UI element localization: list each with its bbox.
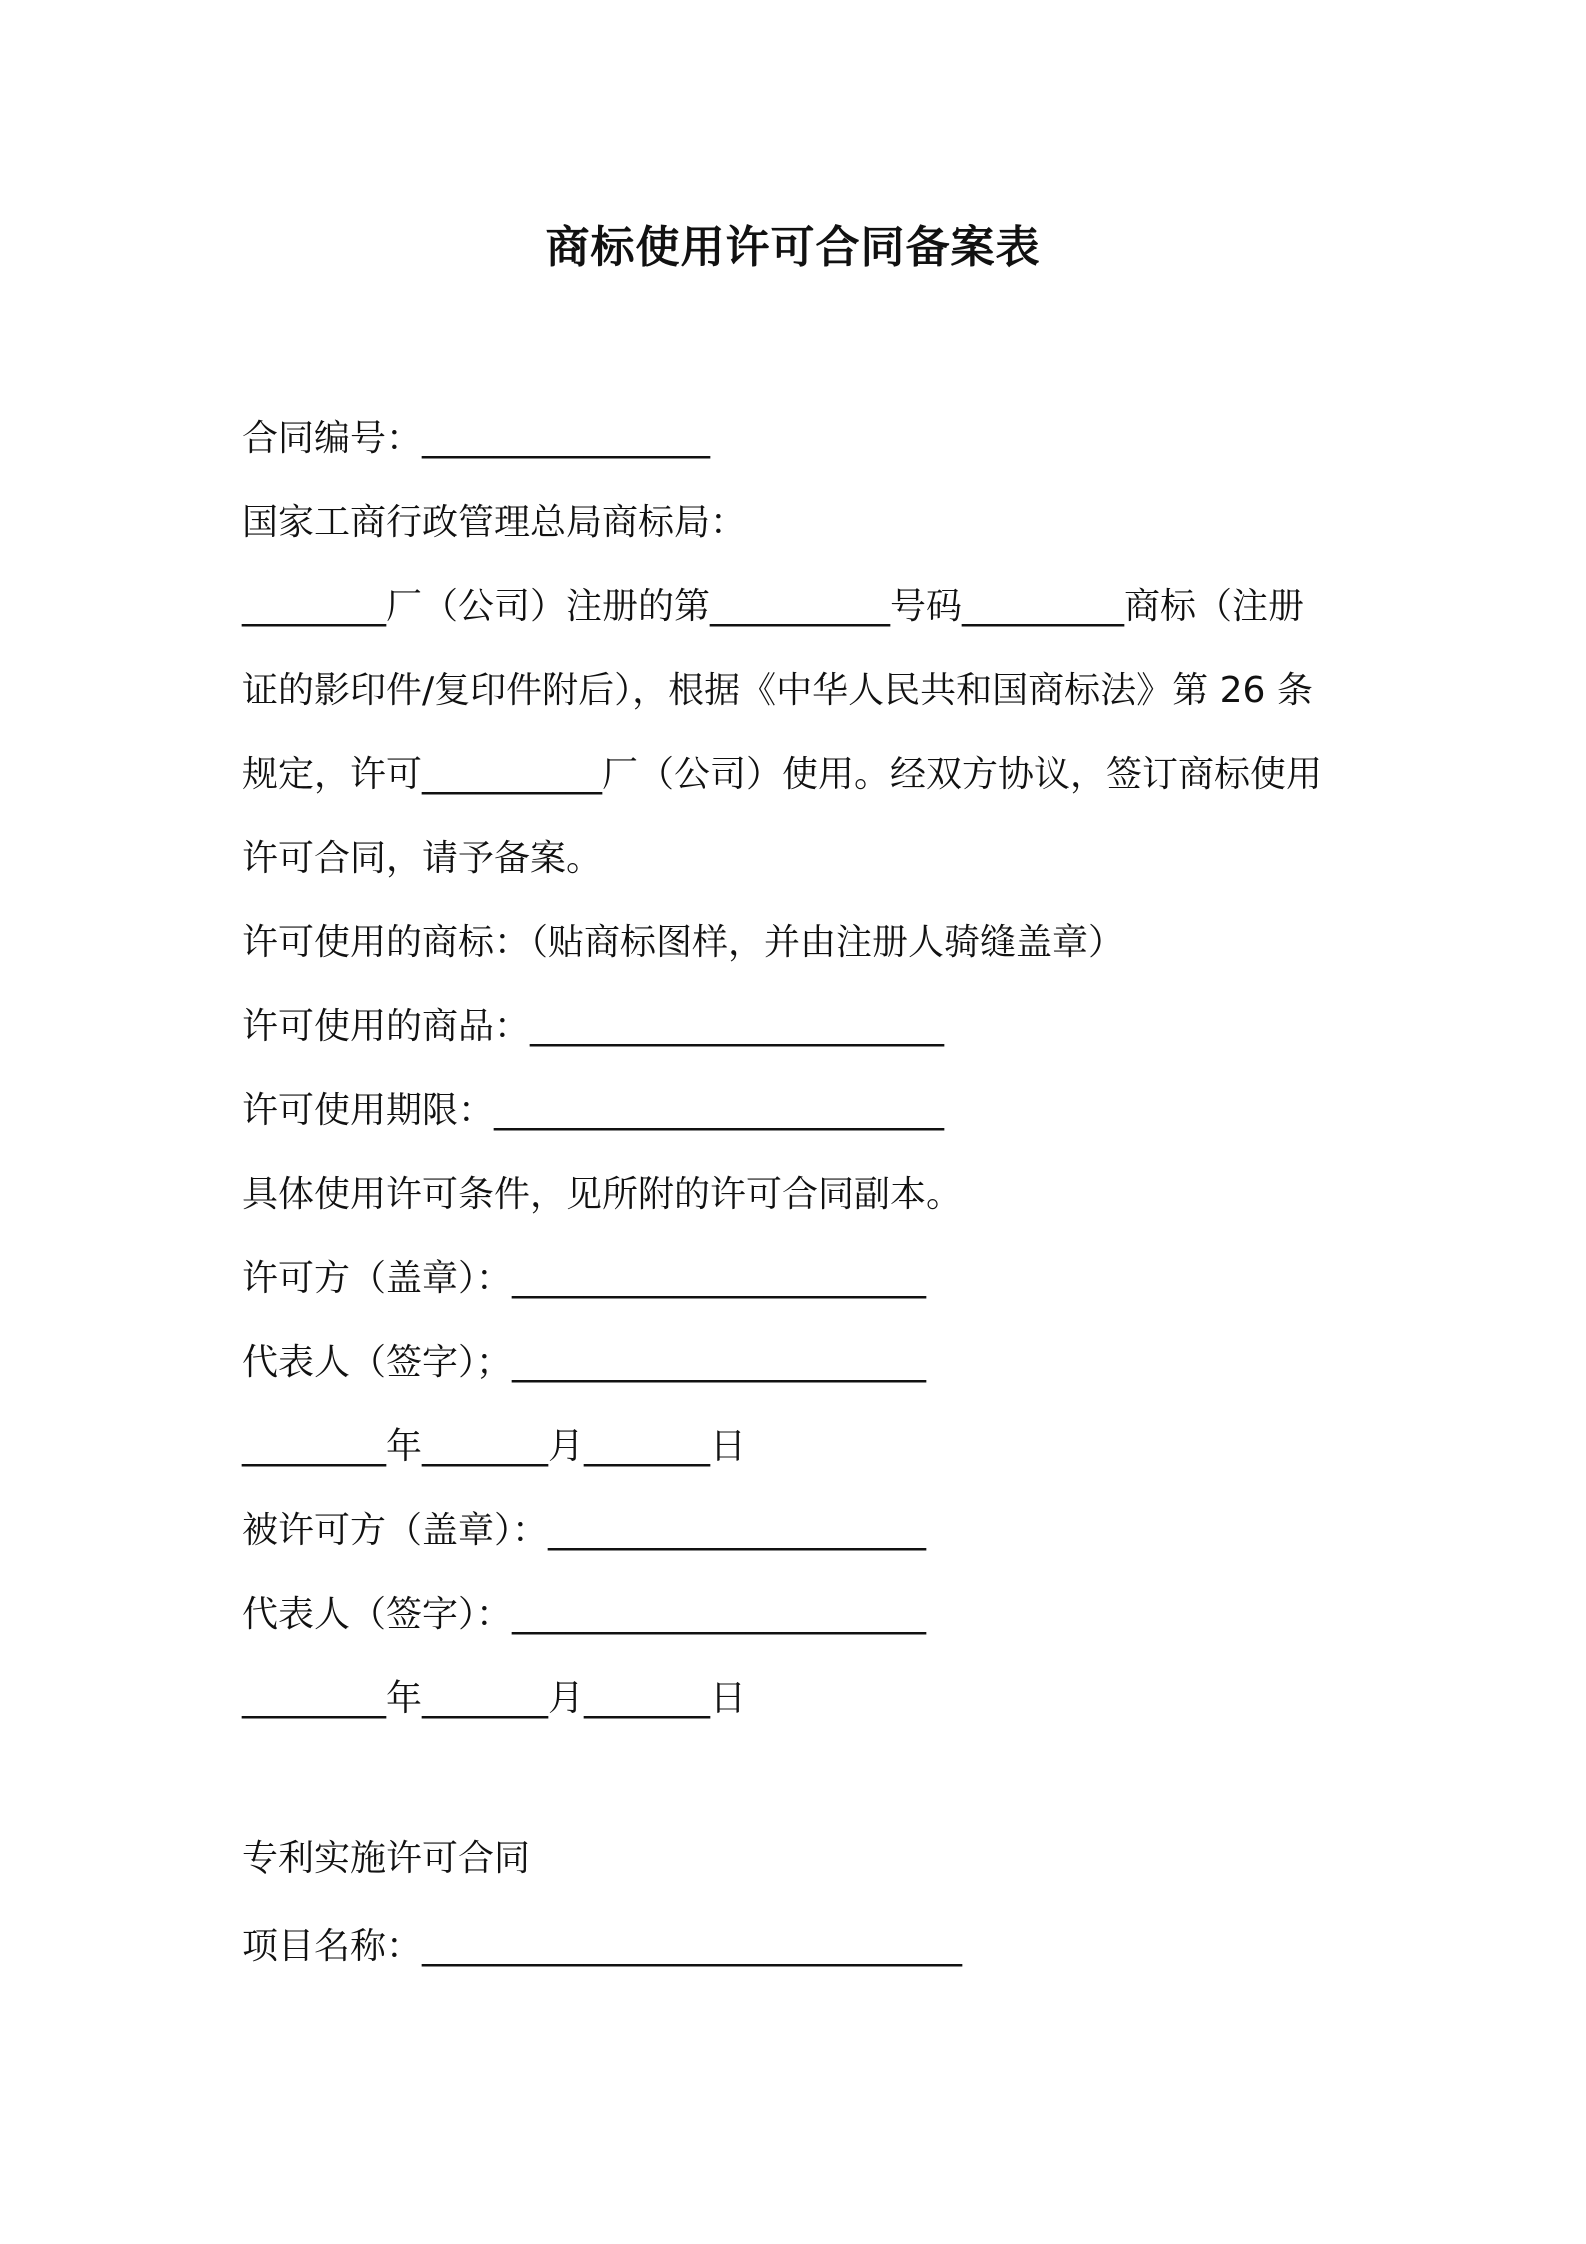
licensee-seal-line: 被许可方（盖章）：_____________________ bbox=[242, 1510, 927, 1551]
license-term-line: 许可使用期限：_________________________ bbox=[242, 1090, 945, 1131]
project-name-line: 项目名称：______________________________ bbox=[242, 1926, 963, 1967]
licensor-seal-line: 许可方（盖章）：_______________________ bbox=[242, 1258, 927, 1299]
body-paragraph-line-2: 证的影印件/复印件附后），根据《中华人民共和国商标法》第 26 条 bbox=[242, 670, 1313, 711]
licensed-goods-line: 许可使用的商品：_______________________ bbox=[242, 1006, 945, 1047]
contract-number-line: 合同编号：________________ bbox=[242, 418, 711, 459]
document-title: 商标使用许可合同备案表 bbox=[545, 222, 1041, 273]
licensee-representative-line: 代表人（签字）：_______________________ bbox=[242, 1594, 927, 1635]
patent-section-title: 专利实施许可合同 bbox=[242, 1838, 531, 1879]
licensed-trademark-line: 许可使用的商标：（贴商标图样，并由注册人骑缝盖章） bbox=[242, 922, 1125, 963]
licensee-date-line: ________年_______月_______日 bbox=[242, 1678, 746, 1719]
body-paragraph-line-1: ________厂（公司）注册的第__________号码_________商标（注册 bbox=[242, 586, 1305, 627]
body-paragraph-line-4: 许可合同，请予备案。 bbox=[242, 838, 603, 879]
licensor-date-line: ________年_______月_______日 bbox=[242, 1426, 746, 1467]
body-paragraph-line-3: 规定，许可__________厂（公司）使用。经双方协议，签订商标使用 bbox=[242, 754, 1323, 795]
addressee-line: 国家工商行政管理总局商标局： bbox=[242, 502, 747, 543]
licensor-representative-line: 代表人（签字）；_______________________ bbox=[242, 1342, 927, 1383]
license-conditions-line: 具体使用许可条件，见所附的许可合同副本。 bbox=[242, 1174, 963, 1215]
